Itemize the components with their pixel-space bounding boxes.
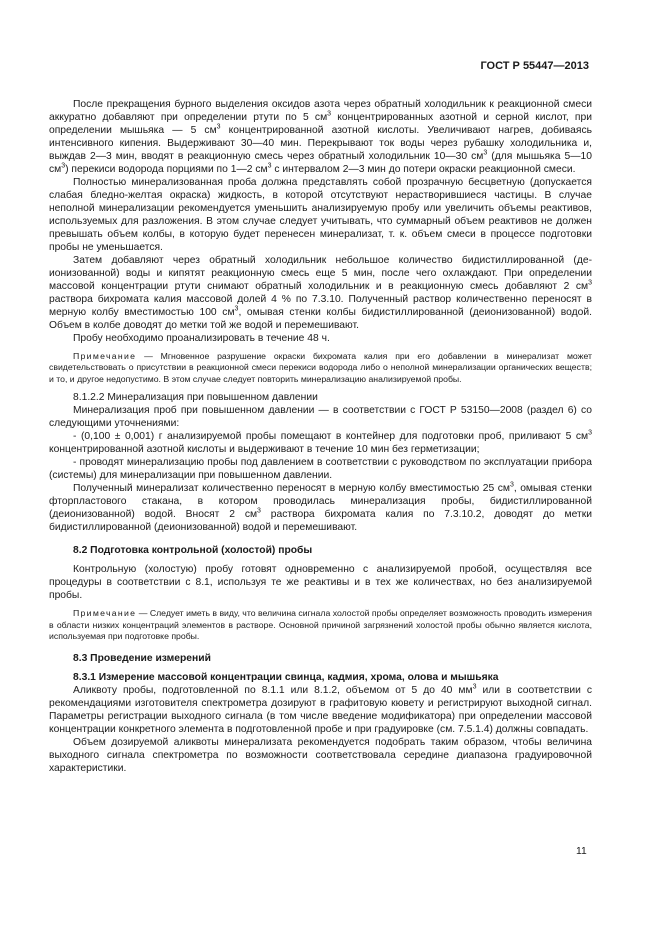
paragraph: Пробу необходимо проанализировать в течение 48 ч. — [73, 333, 330, 344]
subsection-heading: 8.3.1 Измерение массовой концентрации свинца, кадмия, хрома, олова и мышьяка — [73, 672, 499, 684]
page-number: 11 — [576, 846, 587, 857]
section-heading: 8.2 Подготовка контрольной (холостой) пробы — [73, 545, 313, 557]
note: Примечание — Мгновенное разрушение окраски бихромата калия при его добавлении в минерализат может свидетельствовать о присутствии в реакционной смеси перекиси водорода либо о неполной минерализации органических веществ; и то, и другое недопустимо. В этом случае следует повторить минерализацию анализируемой пробы. — [49, 351, 592, 384]
paragraph: Объем дозируемой аликвоты минерализата рекомендуется подобрать таким образом, чтобы величина выходного сигнала спектрометра по возможности соответствовала середине диапазона градуировочной характеристики. — [49, 737, 592, 775]
section-heading: 8.1.2.2 Минерализация при повышенном давлении — [73, 392, 318, 404]
note: Примечание — Следует иметь в виду, что величина сигнала холостой пробы определяет возможность проводить измерения в области низких концентраций элементов в растворе. Основной причиной загрязнений холостой пробы обычно является кислота, используемая при подготовке пробы. — [49, 608, 592, 642]
paragraph: Аликвоту пробы, подготовленной по 8.1.1 или 8.1.2, объемом от 5 до 40 $мм^3$ или в соответствии с рекомендациями изготовителя спектрометра дозируют в графитовую кювету и регистрируют выходной сигнал. Параметры регистрации выходного сигнала (в том числе введение модификатора) при определении массовой концентрации конкретного элемента в подготовленной пробе и при градуировке (см. 7.5.1.4) должны совпадать. — [49, 684, 592, 736]
paragraph: Затем добавляют через обратный холодильник небольшое количество бидистиллированной (деионизованной) воды и кипятят реакционную смесь еще 5 мин, после чего охлаждают. При определении массовой концентрации ртути снимают обратный холодильник и в реакционную смесь добавляют 2 $см^3$ раствора бихромата калия массовой долей 4 % по 7.3.10. Полученный раствор количественно переносят в мерную колбу вместимостью 100 $см^3$, омывая стенки колбы бидистиллированной (деионизованной) водой. Объем в колбе доводят до метки той же водой и перемешивают. — [49, 255, 592, 331]
paragraph: Контрольную (холостую) пробу готовят одновременно с анализируемой пробой, осуществляя все процедуры в соответствии с 8.1, используя те же реактивы и в тех же количествах, но без анализируемой пробы. — [49, 564, 592, 602]
paragraph: - (0,100 ± 0,001) г анализируемой пробы помещают в контейнер для подготовки проб, приливают 5 $см^3$ концентрированной азотной кислоты и выдерживают в течение 10 мин без герметизации; — [49, 429, 592, 456]
paragraph: После прекращения бурного выделения оксидов азота через обратный холодильник к реакционной смеси аккуратно добавляют при определении ртути по 5 $см^3$ концентрированных азотной и серной кислот, при определении мышьяка — 5 $см^3$ концентрированной азотной кислоты. Увеличивают нагрев, добиваясь интенсивного кипения. Выдерживают 30—40 мин. Перекрывают ток воды через рубашку холодильника и, выждав 2—3 мин, вводят в реакционную смесь через обратный холодильник 10—30 $см^3$ (для мышьяка 5—10 $см^3$) перекиси водорода порциями по 1—2 $см^3$ с интервалом 2—3 мин до потери окраски реакционной смеси. — [49, 99, 592, 175]
paragraph: - проводят минерализацию пробы под давлением в соответствии с руководством по эксплуатации прибора (системы) для минерализации при повышенном давлении. — [49, 457, 592, 482]
paragraph: Полностью минерализованная проба должна представлять собой прозрачную бесцветную (допускается слабая бледно-желтая окраска) жидкость, в которой отсутствуют нерастворившиеся частицы. В случае неполной минерализации рекомендуется уменьшить анализируемую пробу или увеличить объемы реактивов, используемых для разложения. В этом случае следует учитывать, что суммарный объем реактивов не должен превышать объем колбы, в которую будет перенесен минерализат, т. к. объем смеси в процессе подготовки пробы не уменьшается. — [49, 177, 592, 253]
paragraph: Полученный минерализат количественно переносят в мерную колбу вместимостью 25 $см^3$, омывая стенки фторпластового стакана, в котором проводилась минерализация пробы, бидистиллированной (деионизованной) водой. Вносят 2 $см^3$ раствора бихромата калия по 7.3.10.2, доводят до метки бидистиллированной (деионизованной) водой и перемешивают. — [49, 481, 592, 534]
section-heading: 8.3 Проведение измерений — [73, 653, 211, 665]
paragraph: Минерализация проб при повышенном давлении — в соответствии с ГОСТ Р 53150—2008 (раздел 6) со следующими уточнениями: — [49, 405, 592, 430]
document-header: ГОСТ Р 55447—2013 — [480, 60, 589, 72]
document-body — [49, 98, 592, 775]
